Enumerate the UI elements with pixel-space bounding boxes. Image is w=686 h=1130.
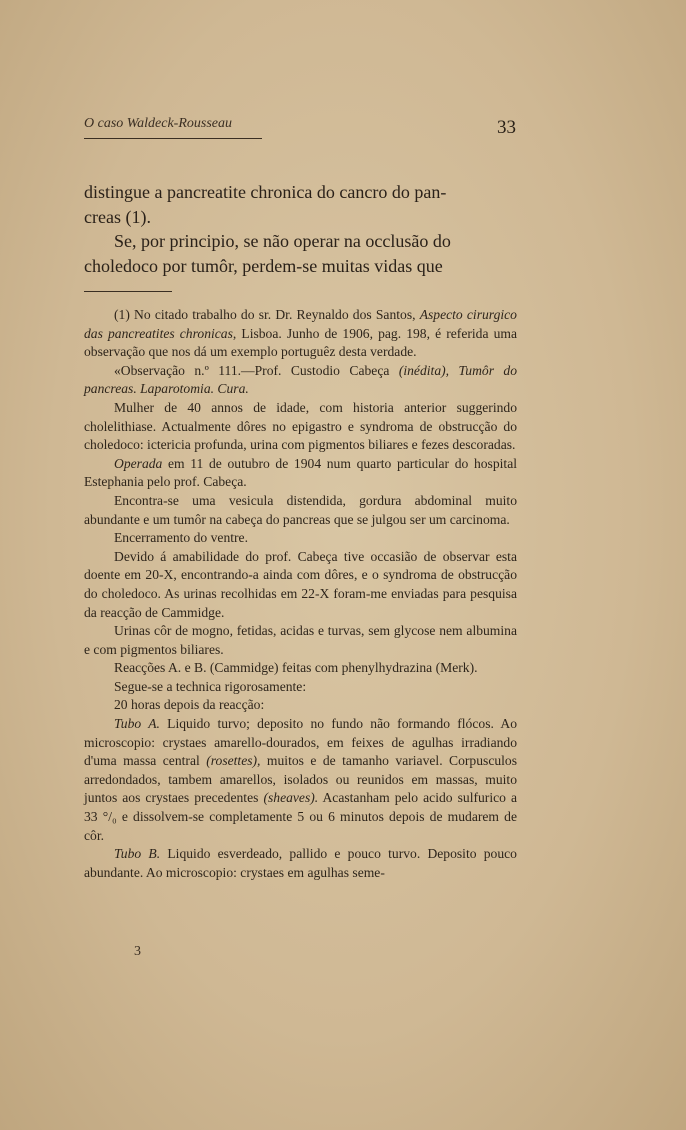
footnote-italic: (inédita), Tumôr do pancreas. Laparotomia. Cura. (84, 362, 518, 397)
footnote-text: (1) No citado trabalho do sr. Dr. Reynaldo dos Santos, (114, 307, 420, 322)
footnote-text: muitos e de tamanho variavel. Corpusculos arredondados, tambem amarellos, isolados ou reunidos em massas, muito juntos aos crystaes precedentes (84, 753, 518, 806)
main-line: Se, por principio, se não operar na occlusão do (114, 231, 451, 251)
footnote-paragraph: Segue-se a technica rigorosamente: (114, 678, 307, 694)
footnote-italic: Tubo A. (114, 716, 160, 732)
footnote-text: , Lisboa. Junho de 1906, pag. 198, é referida uma observação que nos dá um exemplo portuguêz desta verdade. (84, 325, 517, 360)
footnote-paragraph (84, 306, 517, 362)
footnote-text: em 11 de outubro de 1904 num quarto particular do hospital Estephania pelo prof. Cabeça. (84, 455, 517, 490)
footnote-paragraph: Encontra-se uma vesicula distendida, gordura abdominal muito abundante e um tumôr na cabeça do pancreas que se julgou ser um carcinoma. (84, 492, 517, 527)
footnote-paragraph (84, 845, 517, 882)
footnote-text: Liquido turvo; deposito no fundo não formando flócos. Ao microscopio: crystaes amarello-dourados, em feixes de agulhas irradiando d'uma massa central (84, 716, 517, 769)
footnote-paragraph: Encerramento do ventre. (114, 530, 248, 546)
header-rule (84, 138, 262, 139)
footnote (84, 306, 517, 882)
footnote-italic: Tubo B. (114, 846, 161, 862)
footnote-paragraph: 20 horas depois da reacção: (114, 697, 265, 713)
footnote-paragraph: Devido á amabilidade do prof. Cabeça tive occasião de observar esta doente em 20-X, encontrando-a ainda com dôres, e o syndroma de obstrucção do choledoco. As urinas recolhidas em 22-X foram-me enviadas para pesquisa da reacção de Cammidge. (84, 548, 517, 620)
footnote-paragraph (84, 362, 517, 399)
footnote-paragraph: Reacções A. e B. (Cammidge) feitas com phenylhydrazina (Merk). (114, 660, 478, 676)
footnote-paragraph (84, 455, 517, 492)
footnote-paragraph (84, 715, 517, 845)
main-text (84, 180, 517, 278)
footnote-italic: (sheaves). (263, 790, 319, 806)
page-number: 33 (497, 117, 516, 138)
footnote-text: «Observação n.º 111.—Prof. Custodio Cabeça (114, 362, 399, 378)
signature-mark: 3 (134, 944, 141, 959)
main-line: choledoco por tumôr, perdem-se muitas vidas que (84, 255, 443, 276)
footnote-italic: Aspecto cirurgico das pancreatites chronicas (84, 307, 517, 341)
main-line: distingue a pancreatite chronica do cancro do pan- (84, 182, 447, 202)
running-title: O caso Waldeck-Rousseau (84, 116, 233, 131)
footnote-text: Liquido esverdeado, pallido e pouco turvo. Deposito pouco abundante. Ao microscopio: crystaes em agulhas seme- (84, 846, 517, 880)
footnote-paragraph: Mulher de 40 annos de idade, com historia anterior suggerindo cholelithiase. Actualmente dôres no epigastro e syndroma de obstrucção do choledoco: ictericia profunda, urina com pigmentos biliares e fezes descoradas. (84, 399, 517, 453)
footnote-rule (84, 291, 172, 292)
footnote-italic: (rosettes), (206, 753, 261, 769)
footnote-italic: Operada (114, 455, 163, 471)
footnote-text: Acastanham pelo acido sulfurico a 33 °/₀ e dissolvem-se completamente 5 ou 6 minutos depois de mudarem de côr. (84, 790, 518, 843)
main-line: creas (1). (84, 206, 151, 227)
footnote-paragraph: Urinas côr de mogno, fetidas, acidas e turvas, sem glycose nem albumina e com pigmentos biliares. (84, 623, 517, 657)
